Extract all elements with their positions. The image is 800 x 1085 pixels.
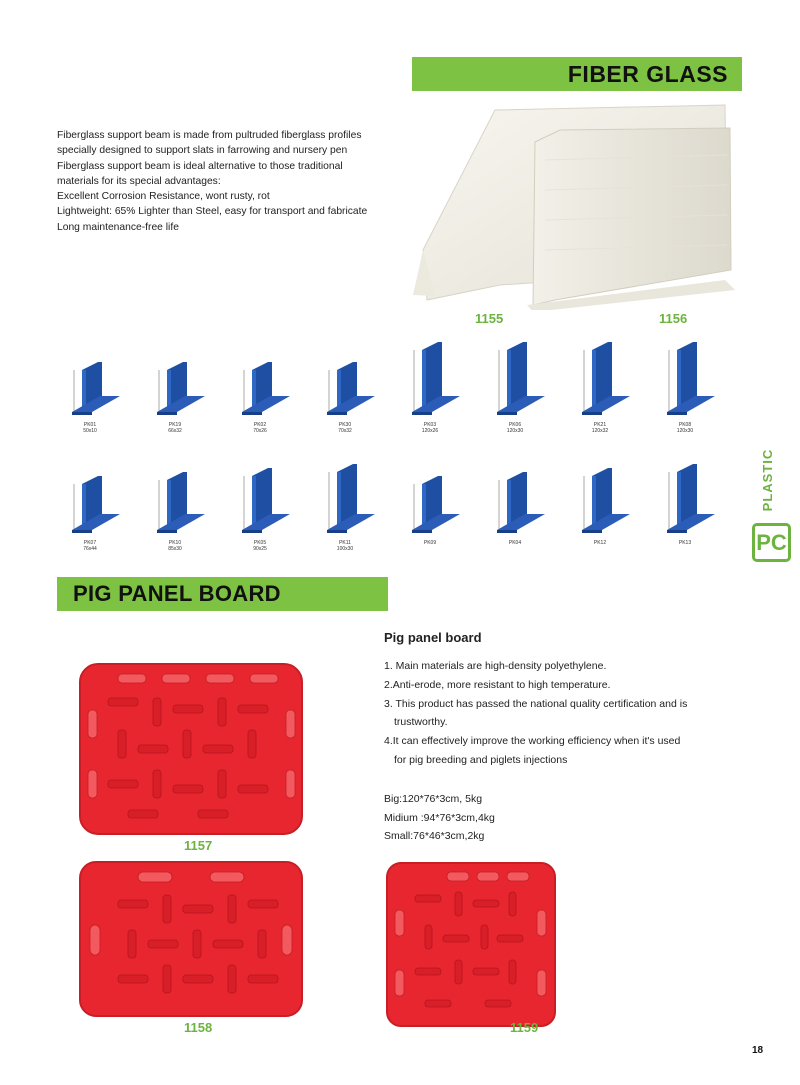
profile-flange	[497, 396, 545, 412]
profile-web-edge	[422, 350, 426, 408]
profile-size: 50x10	[83, 428, 97, 434]
fiberglass-line: Long maintenance-free life	[57, 221, 179, 233]
profile-item	[230, 322, 318, 437]
feature-line: 4.It can effectively improve the working efficiency when it's used	[384, 735, 681, 748]
profile-item	[145, 322, 233, 437]
profile-flange	[157, 514, 205, 530]
profile-flange-edge	[412, 412, 432, 415]
size-line: Big:120*76*3cm, 5kg	[384, 793, 483, 805]
feature-line: trustworthy.	[394, 716, 448, 729]
profile-web-edge	[82, 484, 86, 526]
fiberglass-description	[57, 128, 402, 235]
profile-web-edge	[422, 484, 426, 526]
feature-line: 2.Anti-erode, more resistant to high temperature.	[384, 678, 611, 691]
profile-code: PK05	[253, 540, 267, 546]
profile-item	[145, 440, 233, 555]
fiberglass-line: materials for its special advantages:	[57, 175, 221, 187]
profile-flange	[242, 514, 290, 530]
profile-grid	[60, 322, 740, 562]
profile-item	[315, 440, 403, 555]
profile-size: 100x30	[336, 546, 354, 552]
size-line: Small:76*46*3cm,2kg	[384, 830, 485, 842]
profile-web-edge	[677, 350, 681, 408]
profile-web-edge	[592, 476, 596, 526]
profile-size: 70x26	[253, 428, 267, 434]
profile-size: 120x26	[421, 428, 439, 434]
profile-code: PK02	[253, 422, 267, 428]
profile-size: 120x30	[506, 428, 524, 434]
profile-code: PK03	[423, 422, 437, 428]
profile-size: 70x32	[338, 428, 352, 434]
profile-web-edge	[337, 370, 341, 408]
profile-size: 120x32	[591, 428, 609, 434]
profile-flange-edge	[242, 412, 262, 415]
profile-web-edge	[167, 370, 171, 408]
profile-web-edge	[252, 370, 256, 408]
profile-item	[230, 440, 318, 555]
size-line: Midium :94*76*3cm,4kg	[384, 811, 495, 824]
product-number-1156: 1156	[659, 311, 688, 326]
profile-drawing	[230, 440, 310, 540]
fiberglass-line: Fiberglass support beam is ideal alternative to those traditional	[57, 160, 343, 172]
profile-drawing	[315, 440, 395, 540]
fiberglass-line: specially designed to support slats in farrowing and nursery pen	[57, 145, 348, 157]
profile-flange	[412, 514, 460, 530]
profile-drawing	[570, 322, 650, 422]
profile-code: PK12	[593, 540, 607, 546]
profile-flange	[327, 514, 375, 530]
profile-item	[60, 440, 148, 555]
feature-line: for pig breeding and piglets injections	[394, 753, 568, 766]
profile-drawing	[400, 322, 480, 422]
fiberglass-line: Excellent Corrosion Resistance, wont rusty, rot	[57, 191, 270, 203]
profile-flange-edge	[242, 530, 262, 533]
profile-drawing	[655, 440, 735, 540]
profile-web-edge	[507, 350, 511, 408]
profile-code: PK07	[83, 540, 97, 546]
product-number-1159: 1159	[510, 1020, 539, 1035]
pig-panel-1159-image	[385, 860, 557, 1030]
profile-flange	[72, 396, 120, 412]
profile-drawing	[485, 440, 565, 540]
profile-flange-edge	[582, 412, 602, 415]
profile-flange-edge	[72, 412, 92, 415]
profile-code: PK09	[423, 540, 437, 546]
profile-item	[400, 440, 488, 555]
profile-flange-edge	[412, 530, 432, 533]
profile-item	[655, 322, 743, 437]
profile-web-edge	[337, 472, 341, 526]
profile-flange-edge	[497, 530, 517, 533]
plastic-label: PLASTIC	[760, 448, 775, 512]
profile-web-edge	[507, 480, 511, 526]
page-number: 18	[752, 1045, 764, 1056]
profile-flange-edge	[497, 412, 517, 415]
pig-panel-1157-image	[78, 660, 306, 838]
profile-size: 90x25	[253, 546, 267, 552]
profile-flange	[157, 396, 205, 412]
profile-drawing	[145, 322, 225, 422]
fiber-glass-banner: FIBER GLASS	[412, 57, 742, 91]
feature-line: 1. Main materials are high-density polyethylene.	[384, 660, 607, 672]
profile-size: 76x44	[83, 546, 97, 552]
profile-web-edge	[592, 350, 596, 408]
profile-code: PK11	[339, 540, 351, 546]
profile-code: PK08	[678, 422, 692, 428]
profile-size: 85x30	[168, 546, 182, 552]
fiberglass-line: Lightweight: 65% Lighter than Steel, easy for transport and fabricate	[57, 206, 368, 218]
product-number-1158: 1158	[184, 1020, 213, 1035]
profile-code: PK13	[678, 540, 692, 546]
profile-flange-edge	[582, 530, 602, 533]
profile-drawing	[60, 440, 140, 540]
profile-size: 120x30	[676, 428, 694, 434]
feature-line: 3. This product has passed the national quality certification and is	[384, 697, 688, 710]
profile-code: PK21	[593, 422, 607, 428]
profile-flange	[242, 396, 290, 412]
profile-size: 66x32	[168, 428, 182, 434]
profile-item	[60, 322, 148, 437]
profile-item	[315, 322, 403, 437]
profile-code: PK04	[508, 540, 522, 546]
profile-flange	[667, 514, 715, 530]
profile-drawing	[230, 322, 310, 422]
profile-drawing	[655, 322, 735, 422]
profile-flange-edge	[327, 530, 347, 533]
profile-drawing	[485, 322, 565, 422]
pig-panel-title: Pig panel board	[384, 630, 482, 645]
profile-web-edge	[82, 370, 86, 408]
profile-code: PK06	[508, 422, 522, 428]
profile-flange-edge	[72, 530, 92, 533]
profile-flange	[497, 514, 545, 530]
profile-item	[485, 440, 573, 555]
product-number-1155: 1155	[475, 311, 504, 326]
profile-flange-edge	[667, 412, 687, 415]
profile-code: PK30	[338, 422, 352, 428]
profile-flange	[327, 396, 375, 412]
profile-drawing	[400, 440, 480, 540]
profile-item	[570, 440, 658, 555]
profile-drawing	[570, 440, 650, 540]
profile-flange-edge	[667, 530, 687, 533]
profile-flange	[667, 396, 715, 412]
profile-flange	[412, 396, 460, 412]
profile-flange	[582, 396, 630, 412]
pig-panel-1158-image	[78, 860, 304, 1018]
profile-code: PK01	[83, 422, 97, 428]
fiberglass-line: Fiberglass support beam is made from pultruded fiberglass profiles	[57, 130, 362, 141]
profile-item	[485, 322, 573, 437]
pig-sizes	[384, 790, 495, 846]
profile-flange	[72, 514, 120, 530]
profile-flange-edge	[157, 530, 177, 533]
profile-web-edge	[167, 480, 171, 526]
pig-panel-banner: PIG PANEL BOARD	[57, 577, 388, 611]
profile-item	[400, 322, 488, 437]
product-number-1157: 1157	[184, 838, 213, 853]
pc-badge: PC	[752, 523, 791, 562]
profile-web-edge	[677, 472, 681, 526]
profile-flange-edge	[157, 412, 177, 415]
profile-flange-edge	[327, 412, 347, 415]
profile-drawing	[315, 322, 395, 422]
profile-code: PK19	[168, 422, 182, 428]
profile-flange	[582, 514, 630, 530]
profile-item	[570, 322, 658, 437]
profile-drawing	[60, 322, 140, 422]
fiberglass-beam-image	[405, 100, 750, 310]
profile-item	[655, 440, 743, 555]
pig-features-list	[384, 657, 714, 770]
profile-web-edge	[252, 476, 256, 526]
profile-drawing	[145, 440, 225, 540]
profile-code: PK10	[168, 540, 182, 546]
